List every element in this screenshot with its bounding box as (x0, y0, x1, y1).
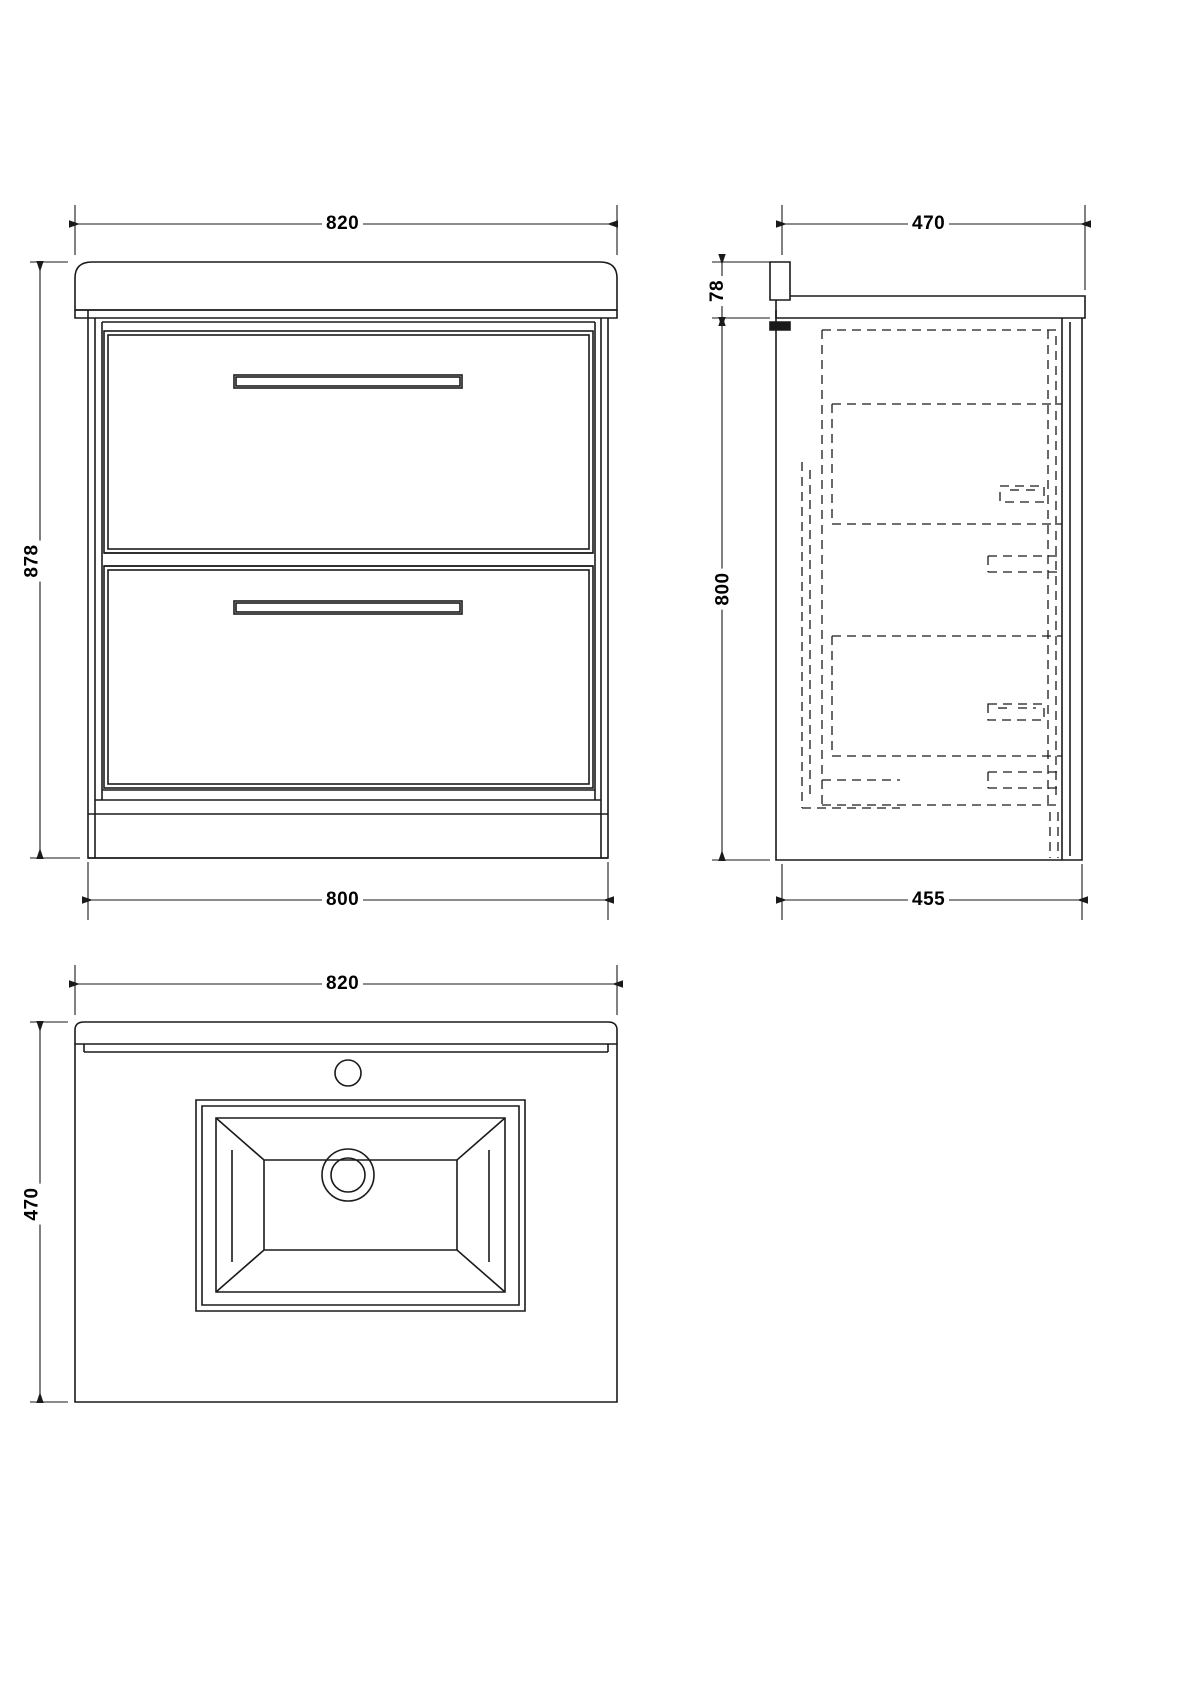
dim-label-side-height: 800 (713, 568, 735, 609)
dim-label-front-bottom-width: 800 (322, 889, 363, 911)
dim-label-side-depth: 455 (908, 889, 949, 911)
dim-label-plan-depth: 470 (22, 1183, 44, 1224)
dim-label-front-top-width: 820 (322, 213, 363, 235)
dim-label-front-height: 878 (22, 540, 44, 581)
dim-label-plan-width: 820 (322, 973, 363, 995)
side-hidden-lines (802, 330, 1062, 858)
side-elevation-view (770, 262, 1085, 860)
dim-label-side-overhang: 78 (707, 276, 729, 306)
dim-label-side-top-depth: 470 (908, 213, 949, 235)
front-elevation-view (75, 262, 617, 858)
plan-view (75, 1022, 617, 1402)
